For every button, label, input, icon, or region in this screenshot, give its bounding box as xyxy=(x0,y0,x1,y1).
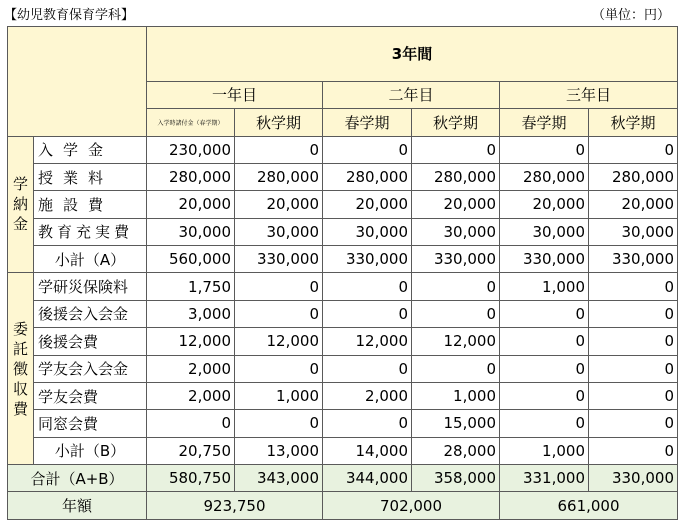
table-row xyxy=(8,382,678,409)
table-cell: 1,000 xyxy=(500,437,589,464)
section-label-text: 学 納 金 xyxy=(12,175,28,234)
term-header-y2-autumn: 秋学期 xyxy=(412,109,500,136)
table-cell: 0 xyxy=(589,136,678,163)
term-header-y3-spring: 春学期 xyxy=(500,109,589,136)
unit-label: （単位：円） xyxy=(591,8,670,23)
section-label-text: 委 託 徴 収 費 xyxy=(12,319,28,418)
table-cell: 12,000 xyxy=(235,328,323,355)
term-header-y2-spring: 春学期 xyxy=(323,109,412,136)
table-cell: 331,000 xyxy=(500,465,589,492)
section-label-tuition xyxy=(8,136,34,273)
subtotal-label: 小計（A） xyxy=(34,246,147,273)
table-cell: 1,000 xyxy=(500,273,589,300)
row-label: 授業料 xyxy=(34,163,147,190)
table-cell: 0 xyxy=(235,273,323,300)
table-row xyxy=(8,273,678,300)
table-cell: 0 xyxy=(589,328,678,355)
table-cell: 0 xyxy=(589,300,678,327)
term-header-y1-first: 入学時諸付金（春学期） xyxy=(147,109,235,136)
table-cell: 20,750 xyxy=(147,437,235,464)
table-cell: 0 xyxy=(235,355,323,382)
table-cell: 330,000 xyxy=(235,246,323,273)
table-row xyxy=(8,163,678,190)
table-cell: 30,000 xyxy=(589,218,678,245)
table-cell: 30,000 xyxy=(500,218,589,245)
table-cell: 20,000 xyxy=(235,191,323,218)
table-cell: 280,000 xyxy=(589,163,678,190)
table-cell: 0 xyxy=(412,273,500,300)
table-cell: 330,000 xyxy=(589,465,678,492)
table-cell: 30,000 xyxy=(235,218,323,245)
row-label: 後援会入会金 xyxy=(34,300,147,327)
table-cell: 0 xyxy=(323,355,412,382)
total-row xyxy=(8,465,678,492)
annual-value-y3: 661,000 xyxy=(500,492,678,520)
table-cell: 1,750 xyxy=(147,273,235,300)
table-cell: 0 xyxy=(589,273,678,300)
table-cell: 0 xyxy=(323,300,412,327)
table-cell: 30,000 xyxy=(147,218,235,245)
table-cell: 20,000 xyxy=(147,191,235,218)
table-cell: 20,000 xyxy=(500,191,589,218)
row-label: 施設費 xyxy=(34,191,147,218)
term-header-y1-autumn: 秋学期 xyxy=(235,109,323,136)
table-cell: 580,750 xyxy=(147,465,235,492)
table-cell: 20,000 xyxy=(323,191,412,218)
row-label: 学友会入会金 xyxy=(34,355,147,382)
annual-value-y2: 702,000 xyxy=(323,492,500,520)
table-cell: 330,000 xyxy=(500,246,589,273)
table-cell: 330,000 xyxy=(323,246,412,273)
table-cell: 280,000 xyxy=(323,163,412,190)
table-cell: 3,000 xyxy=(147,300,235,327)
total-label: 合計（A+B） xyxy=(8,465,147,492)
table-cell: 0 xyxy=(500,136,589,163)
table-cell: 0 xyxy=(589,355,678,382)
annual-label: 年額 xyxy=(8,492,147,520)
table-cell: 2,000 xyxy=(323,382,412,409)
fee-table xyxy=(7,26,678,520)
row-label: 教育充実費 xyxy=(34,218,147,245)
table-cell: 0 xyxy=(589,437,678,464)
year-header-1: 一年目 xyxy=(147,81,323,108)
table-cell: 280,000 xyxy=(235,163,323,190)
table-cell: 1,000 xyxy=(235,382,323,409)
table-cell: 330,000 xyxy=(589,246,678,273)
row-label: 学友会費 xyxy=(34,382,147,409)
table-cell: 12,000 xyxy=(412,328,500,355)
table-cell: 1,000 xyxy=(412,382,500,409)
table-cell: 15,000 xyxy=(412,410,500,437)
corner-cell xyxy=(8,27,147,137)
subtotal-label: 小計（B） xyxy=(34,437,147,464)
table-cell: 0 xyxy=(147,410,235,437)
table-cell: 0 xyxy=(412,136,500,163)
table-cell: 0 xyxy=(500,300,589,327)
table-row xyxy=(8,300,678,327)
term-header-y3-autumn: 秋学期 xyxy=(589,109,678,136)
table-cell: 280,000 xyxy=(412,163,500,190)
annual-row xyxy=(8,492,678,520)
year-header-2: 二年目 xyxy=(323,81,500,108)
table-cell: 14,000 xyxy=(323,437,412,464)
department-title: 【幼児教育保育学科】 xyxy=(4,8,135,23)
table-cell: 343,000 xyxy=(235,465,323,492)
table-cell: 344,000 xyxy=(323,465,412,492)
table-cell: 28,000 xyxy=(412,437,500,464)
table-cell: 0 xyxy=(323,136,412,163)
table-row xyxy=(8,410,678,437)
table-cell: 560,000 xyxy=(147,246,235,273)
table-row xyxy=(8,218,678,245)
table-row xyxy=(8,191,678,218)
table-row xyxy=(8,355,678,382)
period-header: 3年間 xyxy=(147,27,678,82)
year-header-3: 三年目 xyxy=(500,81,678,108)
row-label: 後援会費 xyxy=(34,328,147,355)
table-cell: 0 xyxy=(323,410,412,437)
row-label: 入学金 xyxy=(34,136,147,163)
table-cell: 0 xyxy=(500,382,589,409)
table-cell: 330,000 xyxy=(412,246,500,273)
annual-value-y1: 923,750 xyxy=(147,492,323,520)
subtotal-row xyxy=(8,437,678,464)
table-cell: 0 xyxy=(235,136,323,163)
table-row xyxy=(8,136,678,163)
table-cell: 20,000 xyxy=(412,191,500,218)
table-cell: 280,000 xyxy=(500,163,589,190)
subtotal-row xyxy=(8,246,678,273)
section-label-collected xyxy=(8,273,34,465)
table-cell: 0 xyxy=(412,355,500,382)
table-cell: 13,000 xyxy=(235,437,323,464)
table-cell: 0 xyxy=(500,355,589,382)
table-cell: 12,000 xyxy=(147,328,235,355)
table-cell: 2,000 xyxy=(147,382,235,409)
table-cell: 30,000 xyxy=(412,218,500,245)
table-cell: 30,000 xyxy=(323,218,412,245)
row-label: 学研災保険料 xyxy=(34,273,147,300)
table-cell: 230,000 xyxy=(147,136,235,163)
table-cell: 2,000 xyxy=(147,355,235,382)
table-cell: 20,000 xyxy=(589,191,678,218)
table-cell: 12,000 xyxy=(323,328,412,355)
row-label: 同窓会費 xyxy=(34,410,147,437)
table-cell: 0 xyxy=(323,273,412,300)
table-cell: 358,000 xyxy=(412,465,500,492)
table-cell: 0 xyxy=(235,300,323,327)
table-cell: 0 xyxy=(500,410,589,437)
page-header xyxy=(0,0,680,26)
table-row xyxy=(8,328,678,355)
table-cell: 0 xyxy=(235,410,323,437)
table-cell: 280,000 xyxy=(147,163,235,190)
table-cell: 0 xyxy=(589,382,678,409)
table-cell: 0 xyxy=(500,328,589,355)
table-cell: 0 xyxy=(589,410,678,437)
table-cell: 0 xyxy=(412,300,500,327)
